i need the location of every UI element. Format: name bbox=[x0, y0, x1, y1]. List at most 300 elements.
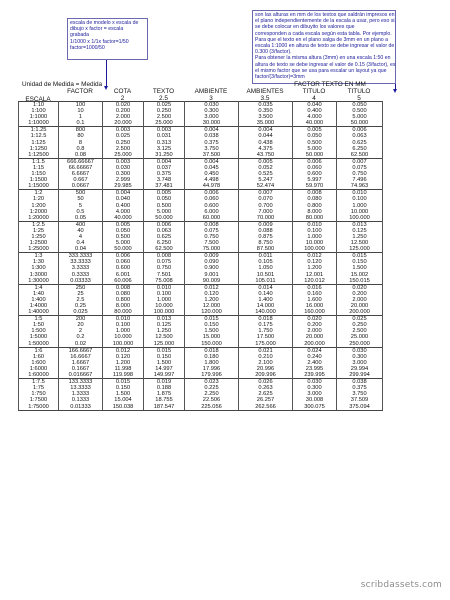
value-cell: 0.003 bbox=[144, 127, 185, 134]
note-line: el mismo factor que se usa para escalar un layout ya que bbox=[255, 67, 387, 74]
value-cell: 3.748 bbox=[144, 177, 185, 183]
value-cell: 15.000 bbox=[185, 334, 239, 340]
value-cell: 14.997 bbox=[144, 366, 185, 372]
column-header-escala: ESCALA bbox=[25, 96, 51, 103]
value-cell: 8 bbox=[59, 140, 103, 146]
value-cell: 0.007 bbox=[239, 190, 293, 197]
value-cell: 1.050 bbox=[239, 265, 293, 271]
value-cell: 12.000 bbox=[185, 303, 239, 309]
value-cell: 7.500 bbox=[185, 240, 239, 246]
value-cell: 250 bbox=[59, 284, 103, 291]
value-cell: 10.000 bbox=[144, 303, 185, 309]
value-cell: 5.247 bbox=[239, 177, 293, 183]
value-cell: 66.66667 bbox=[59, 165, 103, 171]
value-cell: 10.000 bbox=[293, 240, 337, 246]
value-cell: 0.025 bbox=[103, 133, 144, 139]
scale-cell: 1:250 bbox=[19, 234, 59, 240]
value-cell: 0.200 bbox=[103, 108, 144, 114]
value-cell: 3.500 bbox=[239, 114, 293, 120]
value-cell: 0.100 bbox=[144, 291, 185, 297]
value-cell: 0.900 bbox=[185, 265, 239, 271]
value-cell: 0.015 bbox=[103, 379, 144, 386]
value-cell: 0.105 bbox=[239, 259, 293, 265]
value-cell: 200.000 bbox=[337, 309, 383, 316]
value-cell: 0.063 bbox=[144, 228, 185, 234]
scale-cell: 1:750 bbox=[19, 391, 59, 397]
scale-cell: 1:200 bbox=[19, 203, 59, 209]
value-cell: 0.018 bbox=[239, 316, 293, 323]
value-cell: 0.004 bbox=[103, 190, 144, 197]
value-cell: 0.037 bbox=[144, 165, 185, 171]
value-cell: 0.008 bbox=[103, 284, 144, 291]
value-cell: 0.4 bbox=[59, 240, 103, 246]
value-cell: 4.375 bbox=[239, 146, 293, 152]
table-row bbox=[19, 253, 383, 260]
value-cell: 87.500 bbox=[239, 246, 293, 253]
table-row bbox=[19, 284, 383, 291]
value-cell: 0.160 bbox=[293, 291, 337, 297]
value-cell: 0.012 bbox=[293, 253, 337, 260]
value-cell: 0.040 bbox=[103, 196, 144, 202]
value-cell: 0.125 bbox=[337, 228, 383, 234]
scale-cell: 1:5 bbox=[19, 316, 59, 323]
value-cell: 0.012 bbox=[185, 284, 239, 291]
value-cell: 16.6667 bbox=[59, 354, 103, 360]
value-cell: 0.375 bbox=[185, 140, 239, 146]
value-cell: 1.000 bbox=[293, 234, 337, 240]
value-cell: 0.700 bbox=[239, 203, 293, 209]
value-cell: 80.000 bbox=[293, 215, 337, 222]
value-cell: 0.040 bbox=[293, 102, 337, 109]
value-cell: 50 bbox=[59, 196, 103, 202]
value-cell: 22.506 bbox=[185, 397, 239, 403]
value-cell: 0.007 bbox=[337, 158, 383, 165]
scale-cell: 1:60 bbox=[19, 354, 59, 360]
value-cell: 0.030 bbox=[337, 347, 383, 354]
value-cell: 25.000 bbox=[337, 334, 383, 340]
table-row bbox=[19, 278, 383, 285]
value-cell: 50.000 bbox=[103, 246, 144, 253]
value-cell: 400 bbox=[59, 221, 103, 228]
scale-cell: 1:1500 bbox=[19, 177, 59, 183]
value-cell: 0.5 bbox=[59, 209, 103, 215]
value-cell: 70.000 bbox=[239, 215, 293, 222]
table-row bbox=[19, 152, 383, 159]
value-cell: 179.996 bbox=[185, 372, 239, 379]
value-cell: 7.501 bbox=[144, 272, 185, 278]
value-cell: 0.01333 bbox=[59, 404, 103, 411]
value-cell: 140.000 bbox=[239, 309, 293, 316]
value-cell: 0.150 bbox=[185, 322, 239, 328]
scale-cell: 1:20 bbox=[19, 196, 59, 202]
value-cell: 5 bbox=[59, 203, 103, 209]
value-cell: 80.000 bbox=[103, 309, 144, 316]
value-cell: 0.075 bbox=[144, 259, 185, 265]
value-cell: 0.600 bbox=[185, 203, 239, 209]
scale-cell: 1:30000 bbox=[19, 278, 59, 285]
value-cell: 6.001 bbox=[103, 272, 144, 278]
value-cell: 20.000 bbox=[337, 303, 383, 309]
value-cell: 0.08 bbox=[59, 152, 103, 159]
value-cell: 0.038 bbox=[185, 133, 239, 139]
value-cell: 15.002 bbox=[337, 272, 383, 278]
factor-text-group-title: FACTOR TEXTO EN MM bbox=[294, 81, 366, 88]
value-cell: 1.500 bbox=[103, 391, 144, 397]
value-cell: 0.030 bbox=[103, 165, 144, 171]
value-cell: 30.008 bbox=[293, 397, 337, 403]
scale-factor-table bbox=[18, 101, 383, 411]
value-cell: 10.000 bbox=[337, 209, 383, 215]
value-cell: 75.008 bbox=[144, 278, 185, 285]
column-header: TEXTO bbox=[152, 88, 175, 95]
value-cell: 149.997 bbox=[144, 372, 185, 379]
table-row bbox=[19, 372, 383, 379]
scale-cell: 1:75000 bbox=[19, 404, 59, 411]
value-cell: 0.200 bbox=[337, 291, 383, 297]
value-cell: 26.257 bbox=[239, 397, 293, 403]
value-cell: 0.625 bbox=[337, 140, 383, 146]
value-cell: 0.012 bbox=[103, 347, 144, 354]
scale-cell: 1:3 bbox=[19, 253, 59, 260]
value-cell: 239.995 bbox=[293, 372, 337, 379]
value-cell: 10.000 bbox=[103, 334, 144, 340]
value-cell: 0.04 bbox=[59, 246, 103, 253]
value-cell: 5.000 bbox=[293, 146, 337, 152]
value-cell: 12.001 bbox=[293, 272, 337, 278]
value-cell: 0.024 bbox=[293, 347, 337, 354]
value-cell: 0.020 bbox=[293, 316, 337, 323]
watermark: scribdassets.com bbox=[360, 580, 442, 590]
column-text-factor: 4 bbox=[312, 95, 316, 102]
value-cell: 0.010 bbox=[103, 316, 144, 323]
value-cell: 29.994 bbox=[337, 366, 383, 372]
value-cell: 8.750 bbox=[239, 240, 293, 246]
value-cell: 0.006 bbox=[293, 158, 337, 165]
value-cell: 6.6667 bbox=[59, 171, 103, 177]
value-cell: 0.300 bbox=[185, 108, 239, 114]
table-row bbox=[19, 127, 383, 134]
scale-cell: 1:15 bbox=[19, 165, 59, 171]
table-row bbox=[19, 102, 383, 109]
value-cell: 29.985 bbox=[103, 183, 144, 190]
value-cell: 7.496 bbox=[337, 177, 383, 183]
value-cell: 0.075 bbox=[185, 228, 239, 234]
value-cell: 0.070 bbox=[239, 196, 293, 202]
value-cell: 0.1 bbox=[59, 120, 103, 127]
scale-cell: 1:3000 bbox=[19, 272, 59, 278]
value-cell: 0.080 bbox=[293, 196, 337, 202]
value-cell: 100.000 bbox=[144, 309, 185, 316]
value-cell: 14.000 bbox=[239, 303, 293, 309]
scale-cell: 1:10000 bbox=[19, 120, 59, 127]
value-cell: 0.140 bbox=[239, 291, 293, 297]
value-cell: 0.300 bbox=[103, 171, 144, 177]
value-cell: 0.019 bbox=[144, 379, 185, 386]
value-cell: 333.3333 bbox=[59, 253, 103, 260]
annotation-arrow-left bbox=[106, 60, 107, 87]
value-cell: 0.006 bbox=[185, 190, 239, 197]
value-cell: 150.015 bbox=[337, 278, 383, 285]
scale-cell: 1:1.25 bbox=[19, 127, 59, 134]
column-text-factor: 2 bbox=[120, 95, 125, 102]
value-cell: 0.006 bbox=[144, 221, 185, 228]
value-cell: 44.978 bbox=[185, 183, 239, 190]
value-cell: 0.500 bbox=[103, 234, 144, 240]
value-cell: 6.250 bbox=[144, 240, 185, 246]
value-cell: 11.998 bbox=[103, 366, 144, 372]
value-cell: 2.000 bbox=[103, 114, 144, 120]
table-row bbox=[19, 183, 383, 190]
value-cell: 0.1667 bbox=[59, 366, 103, 372]
value-cell: 0.010 bbox=[144, 284, 185, 291]
value-cell: 0.015 bbox=[185, 316, 239, 323]
value-cell: 0.225 bbox=[185, 385, 239, 391]
value-cell: 0.075 bbox=[337, 165, 383, 171]
value-cell: 0.120 bbox=[185, 291, 239, 297]
scale-cell: 1:600 bbox=[19, 360, 59, 366]
value-cell: 0.005 bbox=[239, 158, 293, 165]
value-cell: 0.313 bbox=[144, 140, 185, 146]
value-cell: 375.094 bbox=[337, 404, 383, 411]
value-cell: 0.008 bbox=[185, 221, 239, 228]
value-cell: 250.000 bbox=[337, 341, 383, 348]
value-cell: 1.400 bbox=[239, 297, 293, 303]
value-cell: 175.000 bbox=[239, 341, 293, 348]
value-cell: 30.000 bbox=[185, 120, 239, 127]
value-cell: 1.200 bbox=[293, 265, 337, 271]
scale-cell: 1:25000 bbox=[19, 246, 59, 253]
scale-cell: 1:2 bbox=[19, 190, 59, 197]
scale-cell: 1:75 bbox=[19, 385, 59, 391]
scale-cell: 1:125 bbox=[19, 140, 59, 146]
column-header: AMBIENTE bbox=[194, 88, 228, 95]
scale-cell: 1:1000 bbox=[19, 114, 59, 120]
value-cell: 100.000 bbox=[293, 246, 337, 253]
value-cell: 0.150 bbox=[337, 259, 383, 265]
table-row bbox=[19, 158, 383, 165]
value-cell: 0.009 bbox=[185, 253, 239, 260]
value-cell: 0.240 bbox=[293, 354, 337, 360]
value-cell: 0.25 bbox=[59, 303, 103, 309]
value-cell: 0.020 bbox=[103, 102, 144, 109]
value-cell: 37.481 bbox=[144, 183, 185, 190]
value-cell: 125.000 bbox=[144, 341, 185, 348]
value-cell: 0.375 bbox=[144, 171, 185, 177]
value-cell: 0.150 bbox=[103, 385, 144, 391]
value-cell: 0.1333 bbox=[59, 397, 103, 403]
scale-cell: 1:1250 bbox=[19, 146, 59, 152]
value-cell: 8.000 bbox=[103, 303, 144, 309]
value-cell: 25.000 bbox=[144, 120, 185, 127]
scale-cell: 1:500 bbox=[19, 328, 59, 334]
note-line: 0.300 (3/factor). bbox=[255, 49, 292, 56]
value-cell: 35.000 bbox=[239, 120, 293, 127]
column-text-factor: 3.5 bbox=[260, 95, 270, 102]
scale-cell: 1:300 bbox=[19, 265, 59, 271]
value-cell: 0.060 bbox=[185, 196, 239, 202]
table-row bbox=[19, 120, 383, 127]
value-cell: 0.500 bbox=[144, 203, 185, 209]
value-cell: 0.031 bbox=[144, 133, 185, 139]
column-header: AMBIENTES bbox=[246, 88, 284, 95]
value-cell: 0.003 bbox=[103, 158, 144, 165]
value-cell: 0.009 bbox=[239, 221, 293, 228]
value-cell: 0.016667 bbox=[59, 372, 103, 379]
value-cell: 0.021 bbox=[239, 347, 293, 354]
value-cell: 0.800 bbox=[293, 203, 337, 209]
value-cell: 3.750 bbox=[185, 146, 239, 152]
value-cell: 0.8 bbox=[59, 146, 103, 152]
value-cell: 166.6667 bbox=[59, 347, 103, 354]
value-cell: 0.006 bbox=[337, 127, 383, 134]
value-cell: 20 bbox=[59, 322, 103, 328]
value-cell: 0.044 bbox=[239, 133, 293, 139]
value-cell: 0.030 bbox=[293, 379, 337, 386]
value-cell: 0.400 bbox=[103, 203, 144, 209]
value-cell: 50.000 bbox=[337, 120, 383, 127]
value-cell: 0.05 bbox=[59, 215, 103, 222]
scale-cell: 1:20000 bbox=[19, 215, 59, 222]
note-line: Para obtener la misma altura (3mm) en una escala 1:50 en bbox=[255, 55, 391, 62]
scale-cell: 1:100 bbox=[19, 108, 59, 114]
table-row bbox=[19, 341, 383, 348]
value-cell: 0.088 bbox=[239, 228, 293, 234]
scale-cell: 1:40 bbox=[19, 291, 59, 297]
value-cell: 0.250 bbox=[103, 140, 144, 146]
value-cell: 0.080 bbox=[103, 291, 144, 297]
value-cell: 33.3333 bbox=[59, 259, 103, 265]
value-cell: 2.250 bbox=[185, 391, 239, 397]
value-cell: 1.250 bbox=[144, 328, 185, 334]
value-cell: 20.996 bbox=[239, 366, 293, 372]
scale-cell: 1:4 bbox=[19, 284, 59, 291]
value-cell: 0.016 bbox=[293, 284, 337, 291]
value-cell: 10 bbox=[59, 108, 103, 114]
table-row bbox=[19, 347, 383, 354]
unit-label: Unidad de Medida = Medida bbox=[22, 81, 103, 88]
value-cell: 2.500 bbox=[337, 328, 383, 334]
value-cell: 20.000 bbox=[293, 334, 337, 340]
value-cell: 23.995 bbox=[293, 366, 337, 372]
value-cell: 0.450 bbox=[185, 171, 239, 177]
value-cell: 1.800 bbox=[185, 360, 239, 366]
value-cell: 74.963 bbox=[337, 183, 383, 190]
value-cell: 0.010 bbox=[293, 221, 337, 228]
value-cell: 0.600 bbox=[103, 265, 144, 271]
value-cell: 1.200 bbox=[103, 360, 144, 366]
table-row bbox=[19, 404, 383, 411]
value-cell: 0.004 bbox=[144, 158, 185, 165]
value-cell: 1.000 bbox=[144, 297, 185, 303]
value-cell: 0.263 bbox=[239, 385, 293, 391]
scale-cell: 1:40000 bbox=[19, 309, 59, 316]
value-cell: 0.600 bbox=[293, 171, 337, 177]
scale-cell: 1:60000 bbox=[19, 372, 59, 379]
value-cell: 0.060 bbox=[293, 165, 337, 171]
value-cell: 0.100 bbox=[337, 196, 383, 202]
value-cell: 2.625 bbox=[239, 391, 293, 397]
value-cell: 25 bbox=[59, 291, 103, 297]
table-row bbox=[19, 215, 383, 222]
value-cell: 2.000 bbox=[337, 297, 383, 303]
value-cell: 4.000 bbox=[103, 209, 144, 215]
value-cell: 50.000 bbox=[144, 215, 185, 222]
value-cell: 0.050 bbox=[103, 228, 144, 234]
value-cell: 0.100 bbox=[293, 228, 337, 234]
value-cell: 0.120 bbox=[293, 259, 337, 265]
value-cell: 0.0667 bbox=[59, 183, 103, 190]
scale-cell: 1:150 bbox=[19, 171, 59, 177]
value-cell: 12.500 bbox=[337, 240, 383, 246]
value-cell: 4.498 bbox=[185, 177, 239, 183]
value-cell: 1.750 bbox=[239, 328, 293, 334]
table-body bbox=[19, 102, 383, 411]
value-cell: 5.000 bbox=[337, 114, 383, 120]
value-cell: 0.120 bbox=[103, 354, 144, 360]
column-header: TITULO bbox=[302, 88, 326, 95]
column-header: FACTOR bbox=[67, 88, 93, 95]
value-cell: 0.008 bbox=[293, 190, 337, 197]
column-text-factor: 5 bbox=[357, 95, 361, 102]
scale-cell: 1:10 bbox=[19, 102, 59, 109]
value-cell: 3.125 bbox=[144, 146, 185, 152]
value-cell: 0.063 bbox=[337, 133, 383, 139]
value-cell: 0.038 bbox=[337, 379, 383, 386]
value-cell: 0.020 bbox=[337, 284, 383, 291]
value-cell: 5.997 bbox=[293, 177, 337, 183]
value-cell: 2.000 bbox=[293, 328, 337, 334]
note-line: el plano independientemente de la escala a usar, pero eso si, bbox=[255, 18, 397, 25]
value-cell: 3.3333 bbox=[59, 265, 103, 271]
value-cell: 0.3333 bbox=[59, 272, 103, 278]
value-cell: 0.013 bbox=[337, 221, 383, 228]
value-cell: 1.200 bbox=[185, 297, 239, 303]
value-cell: 90.009 bbox=[185, 278, 239, 285]
value-cell: 0.210 bbox=[239, 354, 293, 360]
value-cell: 0.005 bbox=[144, 190, 185, 197]
value-cell: 9.001 bbox=[185, 272, 239, 278]
value-cell: 0.013 bbox=[144, 316, 185, 323]
scale-cell: 1:1.5 bbox=[19, 158, 59, 165]
value-cell: 60.000 bbox=[185, 215, 239, 222]
value-cell: 0.100 bbox=[103, 322, 144, 328]
value-cell: 2.500 bbox=[144, 114, 185, 120]
value-cell: 1.250 bbox=[337, 234, 383, 240]
value-cell: 0.018 bbox=[185, 347, 239, 354]
value-cell: 75.000 bbox=[185, 246, 239, 253]
value-cell: 31.250 bbox=[144, 152, 185, 159]
scale-cell: 1:7500 bbox=[19, 397, 59, 403]
value-cell: 299.994 bbox=[337, 372, 383, 379]
value-cell: 20.000 bbox=[103, 120, 144, 127]
column-text-factor: 3 bbox=[209, 95, 213, 102]
value-cell: 1.600 bbox=[293, 297, 337, 303]
table-row bbox=[19, 316, 383, 323]
value-cell: 0.025 bbox=[144, 102, 185, 109]
note-line: son las alturas en mm de los textos que saldrán impresos en bbox=[255, 12, 395, 18]
value-cell: 6.250 bbox=[337, 146, 383, 152]
value-cell: 0.200 bbox=[293, 322, 337, 328]
scale-cell: 1:15000 bbox=[19, 183, 59, 190]
value-cell: 0.500 bbox=[293, 140, 337, 146]
value-cell: 25.000 bbox=[103, 152, 144, 159]
note-line: escala 1:1000 en altura de texto se debe ingresar el valor de bbox=[255, 43, 395, 50]
value-cell: 0.008 bbox=[144, 253, 185, 260]
value-cell: 100 bbox=[59, 102, 103, 109]
value-cell: 0.004 bbox=[239, 127, 293, 134]
table-row bbox=[19, 190, 383, 197]
note-line: se debe colocar en dibuyito los valores que bbox=[255, 24, 355, 31]
